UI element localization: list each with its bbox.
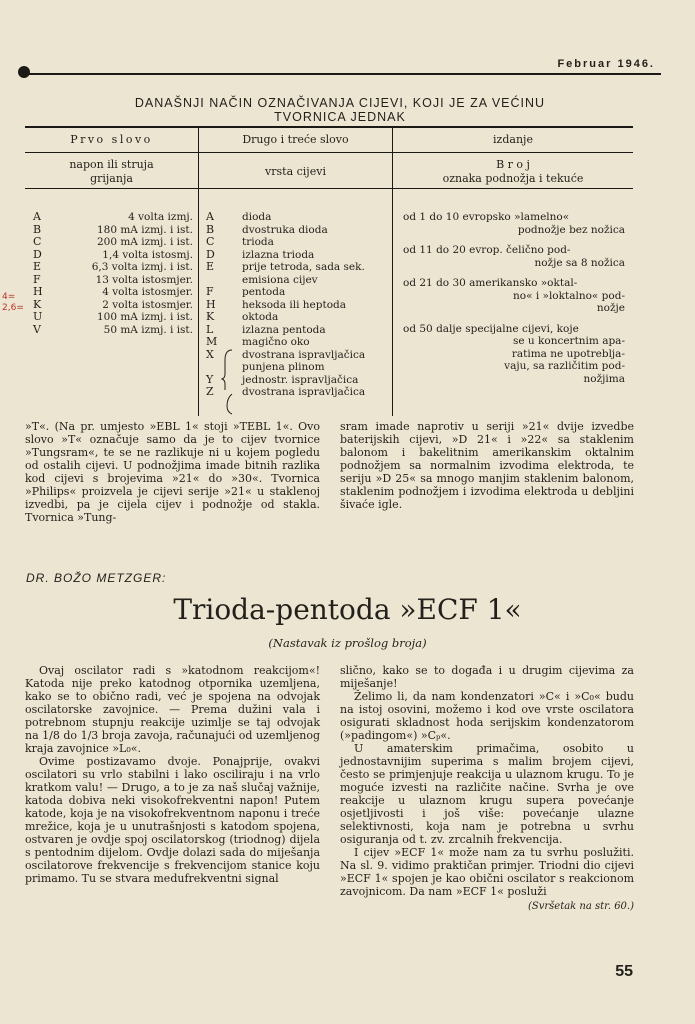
number-range-line: nožjima	[583, 372, 625, 385]
heating-column	[53, 211, 193, 336]
first-letter: B	[33, 222, 42, 236]
second-letter: A	[206, 210, 214, 223]
paragraph: slično, kako se to događa i u drugim cijevima za miješanje!	[340, 664, 634, 690]
heating-value: 100 mA izmj. i ist.	[96, 311, 193, 323]
tube-type: dioda	[242, 211, 272, 223]
col3-subheader	[393, 158, 633, 186]
first-letter: F	[33, 272, 41, 286]
bullet-dot	[18, 66, 30, 78]
table-rule	[25, 152, 633, 153]
second-letter: C	[206, 235, 215, 248]
tube-type: pentoda	[242, 286, 286, 298]
heating-value: 4 volta izmj.	[128, 211, 193, 223]
first-letter: K	[33, 297, 42, 311]
heating-value: 50 mA izmj. i ist.	[103, 323, 193, 336]
tube-designation-table	[25, 126, 633, 416]
second-letter: L	[206, 322, 214, 336]
tube-type: dvostrana ispravljačica	[242, 386, 366, 398]
number-range-line: vaju, sa različitim pod-	[504, 360, 625, 372]
first-letter: C	[33, 235, 42, 248]
number-range-line: podnožje bez nožica	[517, 223, 625, 236]
second-letter: X	[206, 347, 214, 361]
tube-type: dvostruka dioda	[242, 223, 328, 236]
first-letter: U	[33, 310, 43, 323]
heating-value: 4 volta istosmjer.	[102, 286, 193, 298]
col1-subheader	[25, 158, 198, 186]
heating-value: 2 volta istosmjer.	[102, 298, 193, 311]
number-range-line: od 50 dalje specijalne cijevi, koje	[403, 322, 579, 335]
second-letter	[206, 361, 217, 374]
first-letter: H	[33, 285, 43, 298]
col3-subheader-line: oznaka podnožja i tekuće	[442, 172, 584, 185]
second-letter: K	[206, 310, 215, 323]
issue-date: Februar 1946.	[557, 58, 655, 70]
bracket-mark	[221, 348, 235, 416]
table-title-line-2: TVORNICA JEDNAK	[274, 110, 406, 124]
tube-type: jednostr. ispravljačica	[242, 373, 359, 386]
second-letter: B	[206, 222, 215, 236]
intro-text-left	[25, 420, 320, 524]
second-letter: M	[206, 335, 218, 348]
tube-type: punjena plinom	[242, 361, 325, 373]
number-range-line: se u koncertnim apa-	[512, 335, 625, 347]
article-column-right	[340, 664, 634, 913]
margin-note-2: 2,6=	[2, 303, 24, 313]
number-range-line: ratima ne upotreblja-	[511, 347, 625, 360]
heating-value: 200 mA izmj. i ist.	[96, 236, 193, 248]
page-number: 55	[615, 963, 633, 980]
number-range-line: od 11 do 20 evrop. čelično pod-	[403, 244, 571, 256]
continued-note: (Svršetak na str. 60.)	[527, 901, 634, 912]
table-rule	[25, 188, 633, 189]
paragraph: Ovime postizavamo dvoje. Ponajprije, ovakvi oscilatori su vrlo stabilni i lako osciliraju i na vrlo kratkom valu! — Drugo, a to je za naš slučaj važnije, katoda dobiva neki visokofrekventni napon! Putem katode, koja je na visokofrekventnom naponu i treće mrežice, koja je u unutrašnjosti s katodom spojena, ostvaren je ovdje spoj oscilatorskog (triodnog) dijela s pentodnim dijelom. Ovdje dolazi sada do miješanja oscilatorove frekvencije s frekvencijom stanice koju primamo. Tu se stvara medufrekventni signal	[25, 755, 320, 885]
heating-value: 180 mA izmj. i ist.	[96, 223, 193, 236]
paragraph: sram imade naprotiv u seriji »21« dvije izvedbe baterijskih cijevi, »D 21« i »22« sa staklenim balonom i bakelitnim amerikanskim oktalnim podnožjem sa normalnim izvodima elektroda, te seriju »D 25« sa mnogo manjim staklenim balonom, staklenim podnožjem i izvodima elektroda u debljini šivaće igle.	[340, 420, 634, 511]
number-range-line: nožje sa 8 nožica	[534, 256, 625, 269]
article-author: DR. BOŽO METZGER:	[26, 571, 167, 585]
first-letter: D	[33, 247, 42, 261]
paragraph: Želimo li, da nam kondenzatori »C« i »C₀« budu na istoj osovini, možemo i kod ove vrste oscilatora osigurati skladnost hoda serijskim kondenzatorom (»padingom«) »Cₚ«.	[340, 690, 634, 742]
number-range-column	[403, 211, 625, 393]
first-letter: A	[33, 210, 41, 223]
tube-type: oktoda	[242, 311, 279, 323]
col1-header: Prvo slovo	[70, 133, 153, 146]
header-rule	[24, 73, 661, 75]
tube-type: dvostrana ispravljačica	[242, 348, 366, 361]
handwritten-margin-note	[2, 292, 24, 314]
paragraph: U amaterskim primačima, osobito u jednostavnijim superima s malim brojem cijevi, često se primjenjuje reakcija u ulaznom krugu. To je moguće izvesti na različite načine. Svrha je ove reakcije u ulaznom krugu supera povećanje osjetljivosti i još više: povećanje ulazne selektivnosti, koja nam je potrebna u svrhu osiguranja od t. zv. zrcalnih frekvencija.	[340, 742, 634, 846]
tube-type: prije tetroda, sada sek.	[242, 261, 365, 273]
heating-value: 6,3 volta izmj. i ist.	[91, 261, 193, 273]
article-title: Trioda-pentoda »ECF 1«	[173, 593, 522, 626]
second-letter: Z	[206, 385, 214, 398]
tube-type: trioda	[242, 236, 274, 248]
heating-value: 13 volta istosmjer.	[95, 273, 193, 286]
second-letter-column	[206, 211, 217, 399]
tube-type: emisiona cijev	[242, 273, 318, 286]
table-title	[60, 96, 620, 124]
col3-subheader-line: B r o j	[496, 158, 530, 171]
tube-type-column	[242, 211, 365, 399]
tube-type: izlazna pentoda	[242, 323, 326, 336]
article-column-left	[25, 664, 320, 885]
first-letter-column	[33, 211, 43, 336]
number-range	[403, 244, 625, 269]
number-range-line: no« i »loktalno« pod-	[512, 289, 625, 302]
paragraph: »T«. (Na pr. umjesto »EBL 1« stoji »TEBL 1«. Ovo slovo »T« označuje samo da je to cijev tvornice »Tungsram«, te se ne razlikuje ni u kojem pogledu od ostalih cijevi. U podnožjima imade bitnih razlika kod cijevi s brojevima »21« do »30«. Tvornica »Philips« proizvela je cijevi serije »21« u staklenoj izvedbi, pa je cijela cijev i podnožje od stakla. Tvornica »Tung-	[25, 420, 320, 524]
intro-text-right	[340, 420, 634, 511]
number-range-line: od 21 do 30 amerikansko »oktal-	[403, 277, 578, 289]
col3-header: izdanje	[493, 133, 533, 146]
col2-header: Drugo i treće slovo	[242, 133, 349, 146]
number-range	[403, 323, 625, 386]
number-range	[403, 211, 625, 236]
second-letter: F	[206, 285, 214, 298]
second-letter: Y	[206, 372, 214, 386]
col1-subheader-line: grijanja	[90, 172, 133, 185]
tube-type: izlazna trioda	[242, 248, 315, 261]
number-range-line: nožje	[596, 302, 625, 314]
second-letter: D	[206, 247, 215, 261]
table-title-line-1: DANAŠNJI NAČIN OZNAČIVANJA CIJEVI, KOJI JE ZA VEĆINU	[134, 96, 546, 110]
second-letter: E	[206, 260, 215, 273]
number-range	[403, 277, 625, 315]
article-right-paragraphs	[340, 690, 634, 898]
col1-subheader-line: napon ili struja	[69, 158, 154, 171]
margin-note-1: 4=	[2, 292, 16, 302]
second-letter: H	[206, 297, 216, 311]
tube-type: magično oko	[242, 336, 310, 348]
paragraph: I cijev »ECF 1« može nam za tu svrhu poslužiti. Na sl. 9. vidimo praktičan primjer. Triodni dio cijevi »ECF 1« spojen je kao obični oscilator s reakcionom zavojnicom. Da nam »ECF 1« posluži	[340, 846, 634, 898]
paragraph: Ovaj oscilator radi s »katodnom reakcijom«! Katoda nije preko katodnog otpornika uzemljena, kako se to obično radi, već je spojena na odvojak oscilatorske zavojnice. — Prema dužini vala i potrebnom stupnju reakcije uzimlje se taj odvojak na 1/8 do 1/3 broja zavoja, računajući od uzemljenog kraja zavojnice »L₀«.	[25, 664, 320, 755]
heating-value: 1,4 volta istosmj.	[102, 248, 193, 261]
article-subtitle: (Nastavak iz prošlog broja)	[268, 636, 427, 650]
number-range-line: od 1 do 10 evropsko »lamelno«	[403, 211, 570, 223]
tube-type: heksoda ili heptoda	[242, 298, 347, 311]
col2-subheader: vrsta cijevi	[265, 165, 326, 178]
first-letter: V	[33, 322, 41, 336]
first-letter: E	[33, 260, 42, 273]
